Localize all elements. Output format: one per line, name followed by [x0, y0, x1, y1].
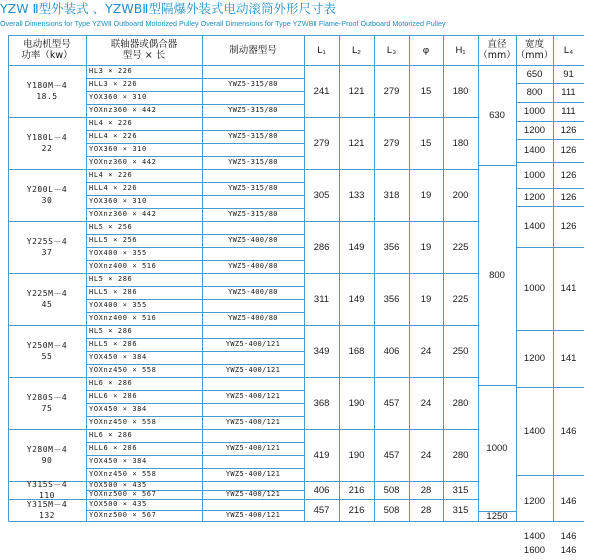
l1-value: 406	[313, 484, 330, 496]
coupler-model: YOX450 × 384	[89, 457, 147, 465]
l3-value: 508	[383, 484, 400, 496]
coupler-model: YOX360 × 310	[89, 145, 147, 153]
header-coupler-line2: 型号 × 长	[122, 50, 166, 61]
phi-value: 28	[420, 504, 432, 516]
l1-value: 457	[313, 504, 330, 516]
motor-model: Y315M－4	[26, 500, 68, 509]
width-value: 1200	[523, 124, 546, 136]
coupler-model: HL4 × 226	[89, 171, 133, 179]
coupler-model: YOX500 × 435	[89, 500, 147, 508]
l4-value: 126	[560, 124, 577, 136]
coupler-model: YOXnz360 × 442	[89, 106, 157, 114]
h1-value: 315	[452, 504, 469, 516]
phi-value: 24	[420, 345, 432, 357]
motor-model: Y225M－4	[26, 289, 68, 298]
header-l2: L₂	[352, 44, 361, 56]
header-phi: φ	[422, 44, 430, 56]
l2-value: 149	[348, 293, 365, 305]
coupler-model: YOX450 × 384	[89, 405, 147, 413]
l3-value: 279	[383, 137, 400, 149]
brake-model: YWZ5-400/121	[225, 444, 281, 452]
width-value: 1400	[523, 145, 546, 156]
dimensions-table	[8, 35, 584, 556]
h1-value: 280	[452, 397, 469, 409]
phi-value: 19	[420, 241, 432, 253]
brake-model: YWZ5-400/80	[228, 236, 278, 244]
phi-value: 28	[420, 484, 432, 496]
l4-value: 141	[560, 283, 577, 294]
l4-value: 126	[560, 191, 577, 203]
l4-value: 126	[560, 169, 577, 181]
header-width-line1: 宽度	[524, 39, 544, 50]
phi-value: 24	[420, 397, 432, 409]
l4-value: 141	[560, 353, 577, 364]
l2-value: 216	[348, 504, 365, 516]
header-width-line2: （mm）	[515, 50, 554, 61]
l3-value: 356	[383, 241, 400, 253]
motor-cell	[8, 499, 86, 521]
motor-model: Y315S－4	[26, 480, 68, 489]
l1-value: 349	[313, 345, 330, 357]
coupler-model: YOXnz400 × 516	[89, 262, 157, 270]
motor-power: 18.5	[36, 92, 58, 101]
motor-model: Y280S－4	[26, 393, 68, 402]
l4-value: 111	[561, 106, 576, 117]
coupler-model: HLL5 × 286	[89, 340, 138, 348]
coupler-model: HL6 × 286	[89, 379, 133, 387]
motor-power: 45	[41, 300, 53, 309]
header-brake: 制动器型号	[229, 44, 277, 56]
brake-model: YWZ5-315/80	[228, 80, 278, 88]
motor-cell	[8, 273, 86, 325]
l4-value: 126	[560, 145, 577, 156]
phi-value: 19	[420, 293, 432, 305]
coupler-model: HLL5 × 256	[89, 236, 138, 244]
brake-model: YWZ5-400/121	[225, 490, 281, 498]
header-l1: L₁	[317, 44, 326, 56]
l4-value: 146	[560, 496, 577, 507]
diameter-value: 800	[489, 269, 505, 281]
motor-cell	[8, 377, 86, 429]
l2-value: 133	[348, 189, 365, 201]
header-motor	[8, 35, 86, 65]
l2-value: 149	[348, 241, 365, 253]
l1-value: 241	[313, 85, 330, 97]
coupler-model: YOXnz360 × 442	[89, 158, 157, 166]
diameter-value: 1250	[486, 510, 508, 522]
header-coupler	[86, 35, 202, 65]
h1-value: 225	[452, 241, 469, 253]
l1-value: 279	[313, 137, 330, 149]
brake-model: YWZ5-400/80	[228, 288, 278, 296]
coupler-model: HL4 × 226	[89, 119, 133, 127]
header-coupler-line1: 联轴器或偶合器	[110, 39, 178, 50]
header-h1: H₁	[455, 44, 466, 56]
motor-model: Y225S－4	[26, 237, 68, 246]
header-diameter-line2: （mm）	[478, 50, 516, 61]
l4-value: 146	[560, 531, 577, 542]
h1-value: 280	[452, 449, 469, 461]
width-value: 1200	[523, 191, 546, 203]
width-value: 800	[526, 87, 543, 98]
l1-value: 419	[313, 449, 330, 461]
brake-model: YWZ5-400/121	[225, 511, 281, 519]
l4-value: 146	[560, 425, 577, 437]
coupler-model: YOX360 × 310	[89, 93, 147, 101]
brake-model: YWZ5-315/80	[228, 184, 278, 192]
coupler-model: YOXnz500 × 567	[89, 511, 157, 519]
brake-model: YWZ5-400/121	[225, 392, 281, 400]
h1-value: 180	[452, 137, 469, 149]
coupler-model: YOXnz450 × 558	[89, 470, 157, 478]
width-value: 1000	[523, 283, 546, 294]
header-width	[516, 35, 553, 65]
motor-power: 90	[41, 456, 53, 465]
coupler-model: HL5 × 286	[89, 327, 133, 335]
brake-model: YWZ5-315/80	[228, 210, 278, 218]
motor-power: 22	[41, 144, 53, 153]
width-value: 650	[526, 68, 543, 80]
l3-value: 406	[383, 345, 400, 357]
l3-value: 318	[383, 189, 400, 201]
header-motor-line1: 电动机型号	[23, 39, 71, 50]
header-diameter	[478, 35, 516, 65]
h1-value: 180	[452, 85, 469, 97]
page-title: YZW Ⅱ型外装式 、YZWBⅡ型隔爆外装式电动滚筒外形尺寸表	[0, 1, 336, 16]
l2-value: 190	[348, 397, 365, 409]
coupler-model: YOXnz500 × 567	[89, 490, 157, 498]
l2-value: 168	[348, 345, 365, 357]
width-value: 1400	[523, 221, 546, 232]
coupler-model: HLL4 × 226	[89, 184, 138, 192]
width-value: 1600	[523, 545, 546, 556]
header-diameter-line1: 直径	[487, 39, 507, 50]
l3-value: 457	[383, 449, 400, 461]
h1-value: 315	[452, 484, 469, 496]
l3-value: 508	[383, 504, 400, 516]
coupler-model: YOX450 × 384	[89, 353, 147, 361]
l3-value: 279	[383, 85, 400, 97]
phi-value: 15	[420, 137, 432, 149]
coupler-model: HLL5 × 286	[89, 288, 138, 296]
coupler-model: HLL6 × 286	[89, 444, 138, 452]
coupler-model: HL5 × 256	[89, 223, 133, 231]
motor-power: 75	[41, 404, 53, 413]
motor-model: Y280M－4	[26, 445, 68, 454]
diameter-value: 630	[489, 109, 505, 121]
header-l3: L₃	[386, 44, 397, 56]
coupler-model: YOXnz450 × 558	[89, 366, 157, 374]
l1-value: 368	[313, 397, 330, 409]
brake-model: YWZ5-315/80	[228, 132, 278, 140]
motor-power: 132	[39, 511, 55, 520]
diameter-value: 1000	[486, 442, 508, 454]
brake-model: YWZ5-315/80	[228, 158, 278, 166]
motor-cell	[8, 429, 86, 481]
l2-value: 190	[348, 449, 365, 461]
phi-value: 24	[420, 449, 432, 461]
page-subtitle: Overall Dimensions for Type YZWⅡ Outboard Motorized Pulley Overall Dimensions for Type YZWBⅡ Flame-Proof Outboard Motorized Pulley	[0, 19, 446, 28]
motor-cell	[8, 169, 86, 221]
width-value: 1000	[523, 106, 546, 117]
l2-value: 216	[348, 484, 365, 496]
coupler-model: YOXnz400 × 516	[89, 314, 157, 322]
brake-model: YWZ5-400/121	[225, 418, 281, 426]
width-value: 1200	[523, 496, 546, 507]
motor-cell	[8, 221, 86, 273]
coupler-model: YOXnz360 × 442	[89, 210, 157, 218]
coupler-model: YOX360 × 310	[89, 197, 147, 205]
l1-value: 305	[313, 189, 330, 201]
h1-value: 250	[452, 345, 469, 357]
motor-model: Y180L－4	[26, 133, 68, 142]
coupler-model: YOXnz450 × 558	[89, 418, 157, 426]
l3-value: 457	[383, 397, 400, 409]
brake-model: YWZ5-400/121	[225, 366, 281, 374]
width-value: 1400	[523, 531, 546, 542]
width-value: 1200	[523, 353, 546, 364]
l1-value: 311	[313, 293, 330, 305]
header-motor-line2: 功率（kw）	[21, 50, 73, 61]
motor-power: 55	[41, 352, 53, 361]
header-l4: L₄	[563, 44, 574, 56]
motor-power: 110	[39, 491, 55, 500]
coupler-model: HLL4 × 226	[89, 132, 138, 140]
phi-value: 19	[420, 189, 432, 201]
width-value: 1400	[523, 425, 546, 437]
motor-model: Y180M－4	[26, 81, 68, 90]
l3-value: 356	[383, 293, 400, 305]
coupler-model: YOX400 × 355	[89, 249, 147, 257]
motor-model: Y250M－4	[26, 341, 68, 350]
phi-value: 15	[420, 85, 432, 97]
l1-value: 286	[313, 241, 330, 253]
coupler-model: HLL6 × 286	[89, 392, 138, 400]
brake-model: YWZ5-400/121	[225, 470, 281, 478]
motor-model: Y200L－4	[26, 185, 68, 194]
l4-value: 126	[560, 221, 577, 232]
coupler-model: HL5 × 286	[89, 275, 133, 283]
l4-value: 111	[561, 87, 576, 98]
h1-value: 200	[452, 189, 469, 201]
brake-model: YWZ5-400/80	[228, 314, 278, 322]
l2-value: 121	[348, 137, 365, 149]
brake-model: YWZ5-400/80	[228, 262, 278, 270]
brake-model: YWZ5-315/80	[228, 106, 278, 114]
coupler-model: HL3 × 226	[89, 67, 133, 75]
motor-cell	[8, 481, 86, 499]
coupler-model: HL6 × 286	[89, 431, 133, 439]
motor-power: 30	[41, 196, 53, 205]
motor-cell	[8, 117, 86, 169]
coupler-model: HLL3 × 226	[89, 80, 138, 88]
motor-power: 37	[41, 248, 53, 257]
h1-value: 225	[452, 293, 469, 305]
coupler-model: YOX500 × 435	[89, 481, 147, 489]
brake-model: YWZ5-400/121	[225, 340, 281, 348]
width-value: 1000	[523, 169, 546, 181]
l2-value: 121	[348, 85, 365, 97]
l4-value: 91	[563, 68, 574, 80]
coupler-model: YOX400 × 355	[89, 301, 147, 309]
l4-value: 146	[560, 545, 577, 556]
motor-cell	[8, 65, 86, 117]
motor-cell	[8, 325, 86, 377]
